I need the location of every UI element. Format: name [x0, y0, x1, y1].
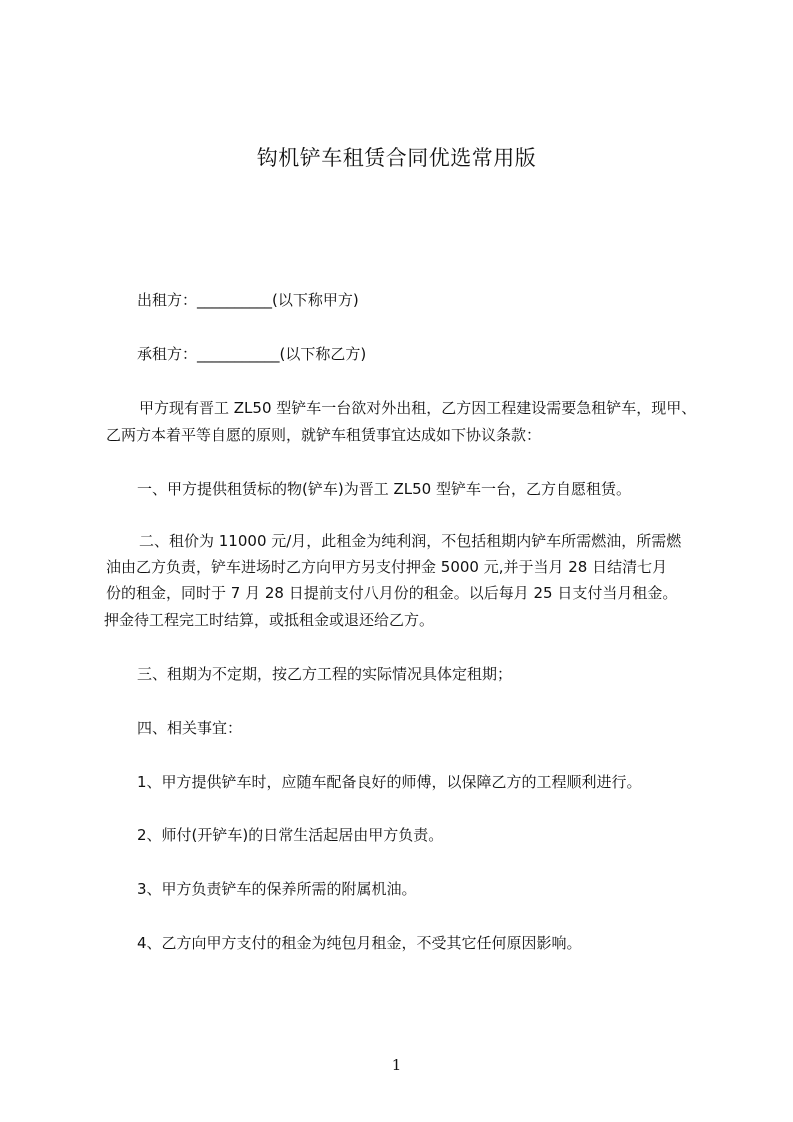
item-1: 1、甲方提供铲车时，应随车配备良好的师傅，以保障乙方的工程顺利进行。: [137, 773, 642, 791]
clause-4-heading: 四、相关事宜：: [137, 719, 243, 737]
clause-2-line-1: 二、租价为 11000 元/月，此租金为纯利润，不包括租期内铲车所需燃油，所需燃: [139, 532, 682, 550]
item-2: 2、师付(开铲车)的日常生活起居由甲方负责。: [137, 826, 444, 844]
clause-2-line-2: 油由乙方负责，铲车进场时乙方向甲方另支付押金 5000 元,并于当月 28 日结清七月: [106, 558, 668, 576]
intro-line-1: 甲方现有晋工 ZL50 型铲车一台欲对外出租，乙方因工程建设需要急租铲车，现甲、: [139, 399, 697, 417]
clause-1: 一、甲方提供租赁标的物(铲车)为晋工 ZL50 型铲车一台，乙方自愿租赁。: [137, 480, 631, 498]
clause-2-line-3: 份的租金，同时于 7 月 28 日提前支付八月份的租金。以后每月 25 日支付当月租金。: [106, 584, 678, 602]
item-3: 3、甲方负责铲车的保养所需的附属机油。: [137, 880, 417, 898]
intro-line-2: 乙两方本着平等自愿的原则，就铲车租赁事宜达成如下协议条款：: [106, 426, 542, 444]
clause-3: 三、租期为不定期，按乙方工程的实际情况具体定租期；: [137, 665, 513, 683]
lessor-line: 出租方：__________(以下称甲方): [137, 291, 359, 309]
item-4: 4、乙方向甲方支付的租金为纯包月租金，不受其它任何原因影响。: [137, 934, 582, 952]
document-title: 钩机铲车租赁合同优选常用版: [256, 146, 537, 170]
lessee-line: 承租方：___________(以下称乙方): [137, 345, 367, 363]
clause-2-line-4: 押金待工程完工时结算，或抵租金或退还给乙方。: [104, 611, 435, 629]
page-number: 1: [391, 1056, 402, 1074]
